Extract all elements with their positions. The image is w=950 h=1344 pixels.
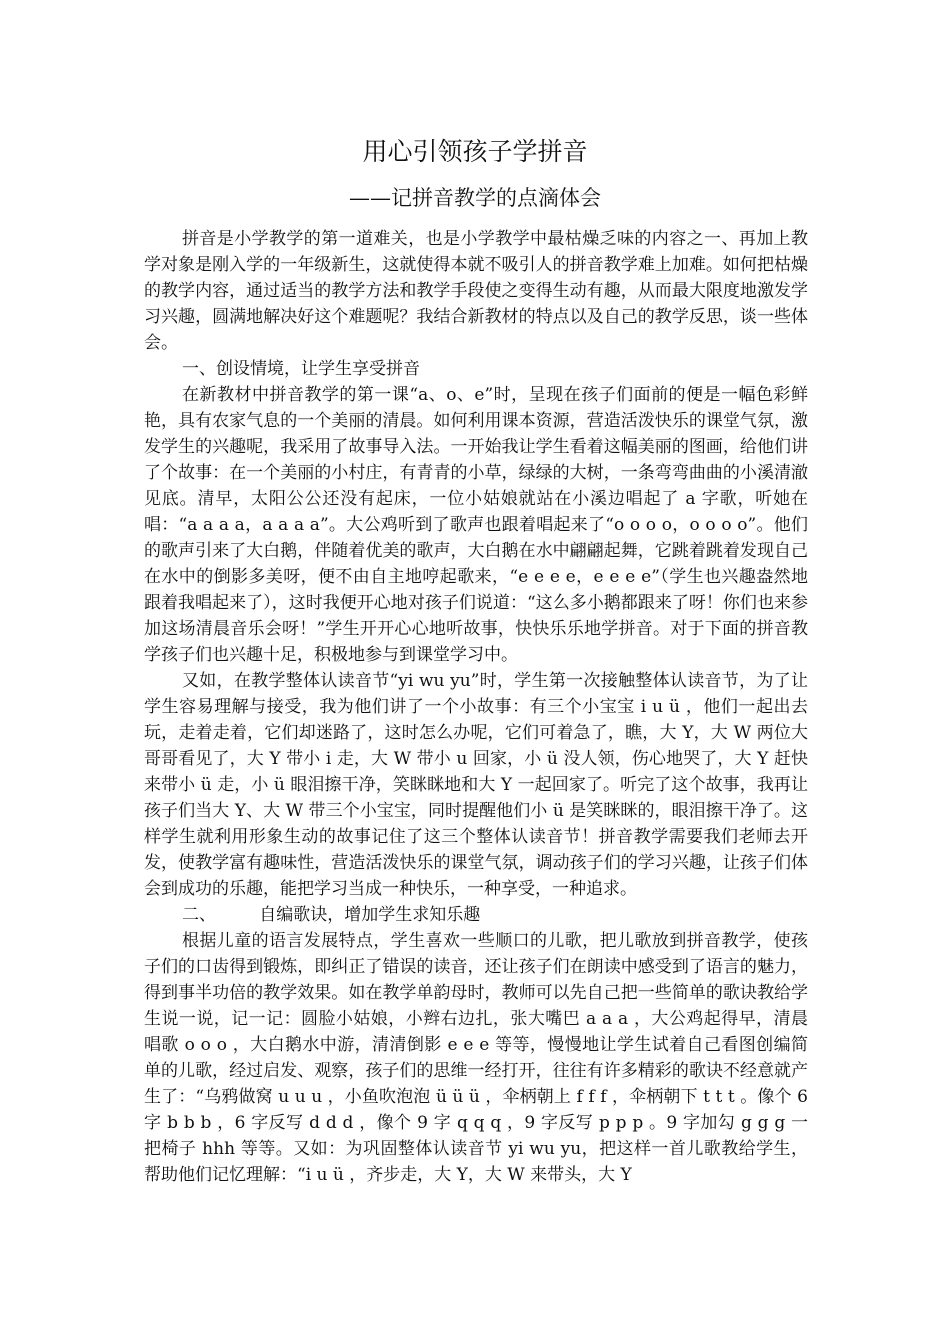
paragraph-story-aoe: 在新教材中拼音教学的第一课“a、o、e”时，呈现在孩子们面前的便是一幅色彩鲜艳，具有农家气息的一个美丽的清晨。如何利用课本资源，营造活泼快乐的课堂气氛，激发学生的兴趣呢，我采用了故事导入法。一开始我让学生看着这幅美丽的图画，给他们讲了个故事：在一个美丽的小村庄，有青青的小草，绿绿的大树，一条弯弯曲曲的小溪清澈见底。清早，太阳公公还没有起床，一位小姑娘就站在小溪边唱起了 a 字歌，听她在唱：“a a a a，a a a a”。大公鸡听到了歌声也跟着唱起来了“o o o o，o o o o”。他们的歌声引来了大白鹅，伴随着优美的歌声，大白鹅在水中翩翩起舞，它跳着跳着发现自己在水中的倒影多美呀，便不由自主地哼起歌来，“e e e e，e e e e”（学生也兴趣盎然地跟着我唱起来了），这时我便开心地对孩子们说道：“这么多小鹅都跟来了呀！你们也来参加这场清晨音乐会呀！”学生开开心心地听故事，快快乐乐地学拼音。对于下面的拼音教学孩子们也兴趣十足，积极地参与到课堂学习中。 xyxy=(144,385,808,665)
document-subtitle: ——记拼音教学的点滴体会 xyxy=(349,186,601,210)
document-title: 用心引领孩子学拼音 xyxy=(362,137,588,166)
document-body xyxy=(144,226,814,1188)
paragraph-rhymes: 根据儿童的语言发展特点，学生喜欢一些顺口的儿歌，把儿歌放到拼音教学，使孩子们的口齿得到锻炼，即纠正了错误的读音，还让孩子们在朗读中感受到了语言的魅力，得到事半功倍的教学效果。如在教学单韵母时，教师可以先自己把一些简单的歌诀教给学生说一说，记一记：圆脸小姑娘，小辫右边扎，张大嘴巴 a a a ，大公鸡起得早，清晨唱歌 o o o ，大白鹅水中游，清清倒影 e e e 等等，慢慢地让学生试着自己看图创编简单的儿歌，经过启发、观察，孩子们的思维一经打开，往往有许多精彩的歌诀不经意就产生了：“乌鸦做窝 u u u ，小鱼吹泡泡 ü ü ü ，伞柄朝上 f f f ，伞柄朝下 t t t 。像个 6 字 b b b ，6 字反写 d d d ，像个 9 字 q q q ，9 字反写 p p p 。9 字加勾 g g g 一把椅子 hhh 等等。又如：为巩固整体认读音节 yi wu yu，把这样一首儿歌教给学生，帮助他们记忆理解：“i u ü ，齐步走，大 Y，大 W 来带头，大 Y xyxy=(144,931,814,1185)
section-heading-1: 一、创设情境，让学生享受拼音 xyxy=(182,359,420,379)
paragraph-intro: 拼音是小学教学的第一道难关，也是小学教学中最枯燥乏味的内容之一、再加上教学对象是刚入学的一年级新生，这就使得本就不吸引人的拼音教学难上加难。如何把枯燥的教学内容，通过适当的教学方法和教学手段使之变得生动有趣，从而最大限度地激发学习兴趣，圆满地解决好这个难题呢？我结合新教材的特点以及自己的教学反思，谈一些体会。 xyxy=(144,229,808,353)
paragraph-story-yiwuyu: 又如，在教学整体认读音节“yi wu yu”时，学生第一次接触整体认读音节，为了让学生容易理解与接受，我为他们讲了一个小故事：有三个小宝宝 i u ü ，他们一起出去玩，走着走着，它们却迷路了，这时怎么办呢，它们可着急了，瞧，大 Y，大 W 两位大哥哥看见了，大 Y 带小 i 走，大 W 带小 u 回家，小 ü 没人领，伤心地哭了，大 Y 赶快来带小 ü 走，小 ü 眼泪擦干净，笑眯眯地和大 Y 一起回家了。听完了这个故事，我再让孩子们当大 Y、大 W 带三个小宝宝，同时提醒他们小 ü 是笑眯眯的，眼泪擦干净了。这样学生就利用形象生动的故事记住了这三个整体认读音节！拼音教学需要我们老师去开发，使教学富有趣味性，营造活泼快乐的课堂气氛，调动孩子们的学习兴趣，让孩子们体会到成功的乐趣，能把学习当成一种快乐，一种享受，一种追求。 xyxy=(144,671,808,899)
section-heading-2: 二、 自编歌诀，增加学生求知乐趣 xyxy=(182,905,481,925)
